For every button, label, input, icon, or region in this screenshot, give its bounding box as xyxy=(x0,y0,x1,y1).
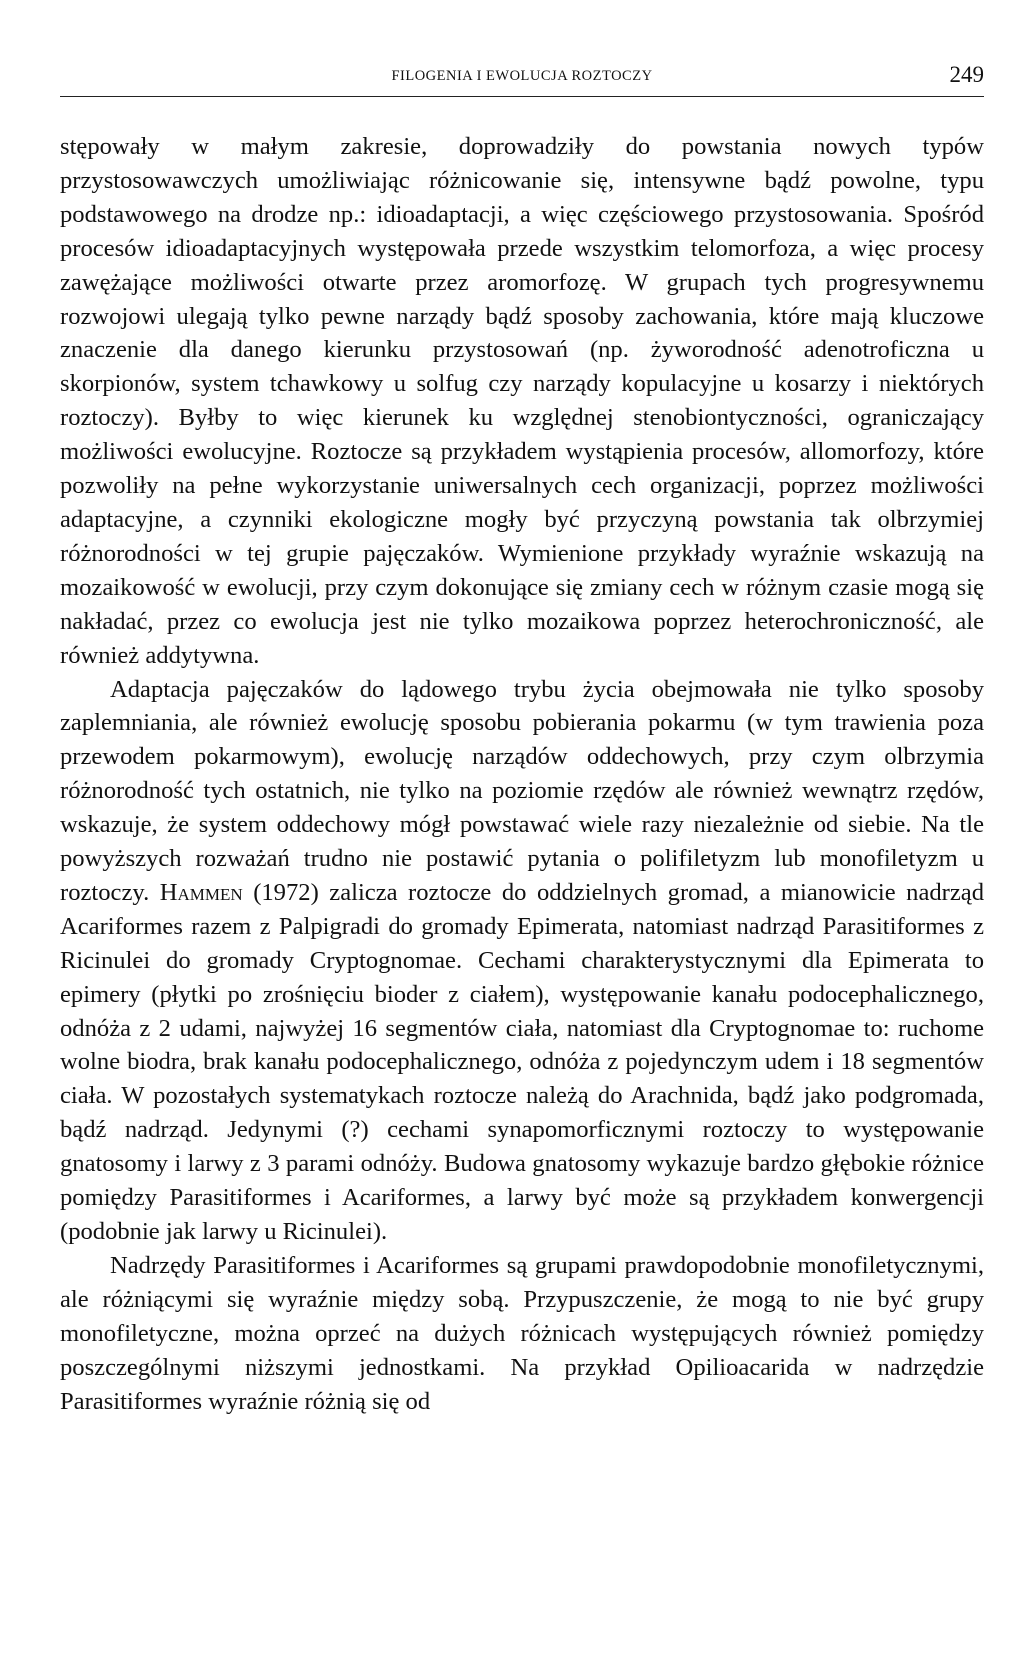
paragraph xyxy=(60,1249,984,1419)
paragraph-text: Nadrzędy Parasitiformes i Acariformes są grupami prawdopodobnie monofiletycznymi, ale różniącymi się wyraźnie między sobą. Przypuszczenie, że mogą to nie być grupy monofiletyczne, można oprzeć na dużych różnicach występujących również pomiędzy poszczególnymi niższymi jednostkami. Na przykład Opilioacarida w nadrzędzie Parasitiformes wyraźnie różnią się od xyxy=(60,1251,984,1415)
running-header xyxy=(60,62,984,97)
paragraph-text: (1972) zalicza roztocze do oddzielnych gromad, a mianowicie nadrząd Acariformes razem z Palpigradi do gromady Epimerata, natomiast nadrząd Parasitiformes z Ricinulei do gromady Cryptognomae. Cechami charakterystycznymi dla Epimerata to epimery (płytki po zrośnięciu bioder z ciałem), występowanie kanału podocephalicznego, odnóża z 2 udami, najwyżej 16 segmentów ciała, natomiast dla Cryptognomae to: ruchome wolne biodra, brak kanału podocephalicznego, odnóża z pojedynczym udem i 18 segmentów ciała. W pozostałych systematykach roztocze należą do Arachnida, bądź jako podgromada, bądź nadrząd. Jedynymi (?) cechami synapomorficznymi roztoczy to występowanie gnatosomy i larwy z 3 parami odnóży. Budowa gnatosomy wykazuje bardzo głębokie różnice pomiędzy Parasitiformes i Acariformes, a larwy być może są przykładem konwergencji (podobnie jak larwy u Ricinulei). xyxy=(60,878,984,1245)
paragraph xyxy=(60,130,984,673)
body-text xyxy=(60,130,984,1418)
paragraph-text: Adaptacja pajęczaków do lądowego trybu życia obejmowała nie tylko sposoby zaplemniania, ale również ewolucję sposobu pobierania pokarmu (w tym trawienia poza przewodem pokarmowym), ewolucję narządów oddechowych, przy czym olbrzymia różnorodność tych ostatnich, nie tylko na poziomie rzędów ale również wewnątrz rzędów, wskazuje, że system oddechowy mógł powstawać wiele razy niezależnie od siebie. Na tle powyższych rozważań trudno nie postawić pytania o polifiletyzm lub monofiletyzm u roztoczy. xyxy=(60,675,984,906)
paragraph xyxy=(60,673,984,1249)
running-title: FILOGENIA I EWOLUCJA ROZTOCZY xyxy=(391,68,653,84)
page-number: 249 xyxy=(949,62,984,87)
author-name: Hammen xyxy=(159,878,243,906)
paragraph-text: stępowały w małym zakresie, doprowadziły do powstania nowych typów przystosowawczych umożliwiając różnicowanie się, intensywne bądź powolne, typu podstawowego na drodze np.: idioadaptacji, a więc częściowego przystosowania. Spośród procesów idioadaptacyjnych występowała przede wszystkim telomorfoza, a więc procesy zawężające możliwości otwarte przez aromorfozę. W grupach tych progresywnemu rozwojowi ulegają tylko pewne narządy bądź sposoby zachowania, które mają kluczowe znaczenie dla danego kierunku przystosowań (np. żyworodność adenotroficzna u skorpionów, system tchawkowy u solfug czy narządy kopulacyjne u kosarzy i niektórych roztoczy). Byłby to więc kierunek ku względnej stenobiontyczności, ograniczający możliwości ewolucyjne. Roztocze są przykładem wystąpienia procesów, allomorfozy, które pozwoliły na pełne wykorzystanie uniwersalnych cech organizacji, poprzez możliwości adaptacyjne, a czynniki ekologiczne mogły być przyczyną powstania tak olbrzymiej różnorodności w tej grupie pajęczaków. Wymienione przykłady wyraźnie wskazują na mozaikowość w ewolucji, przy czym dokonujące się zmiany cech w różnym czasie mogą się nakładać, przez co ewolucja jest nie tylko mozaikowa poprzez heterochroniczność, ale również addytywna. xyxy=(60,133,984,669)
